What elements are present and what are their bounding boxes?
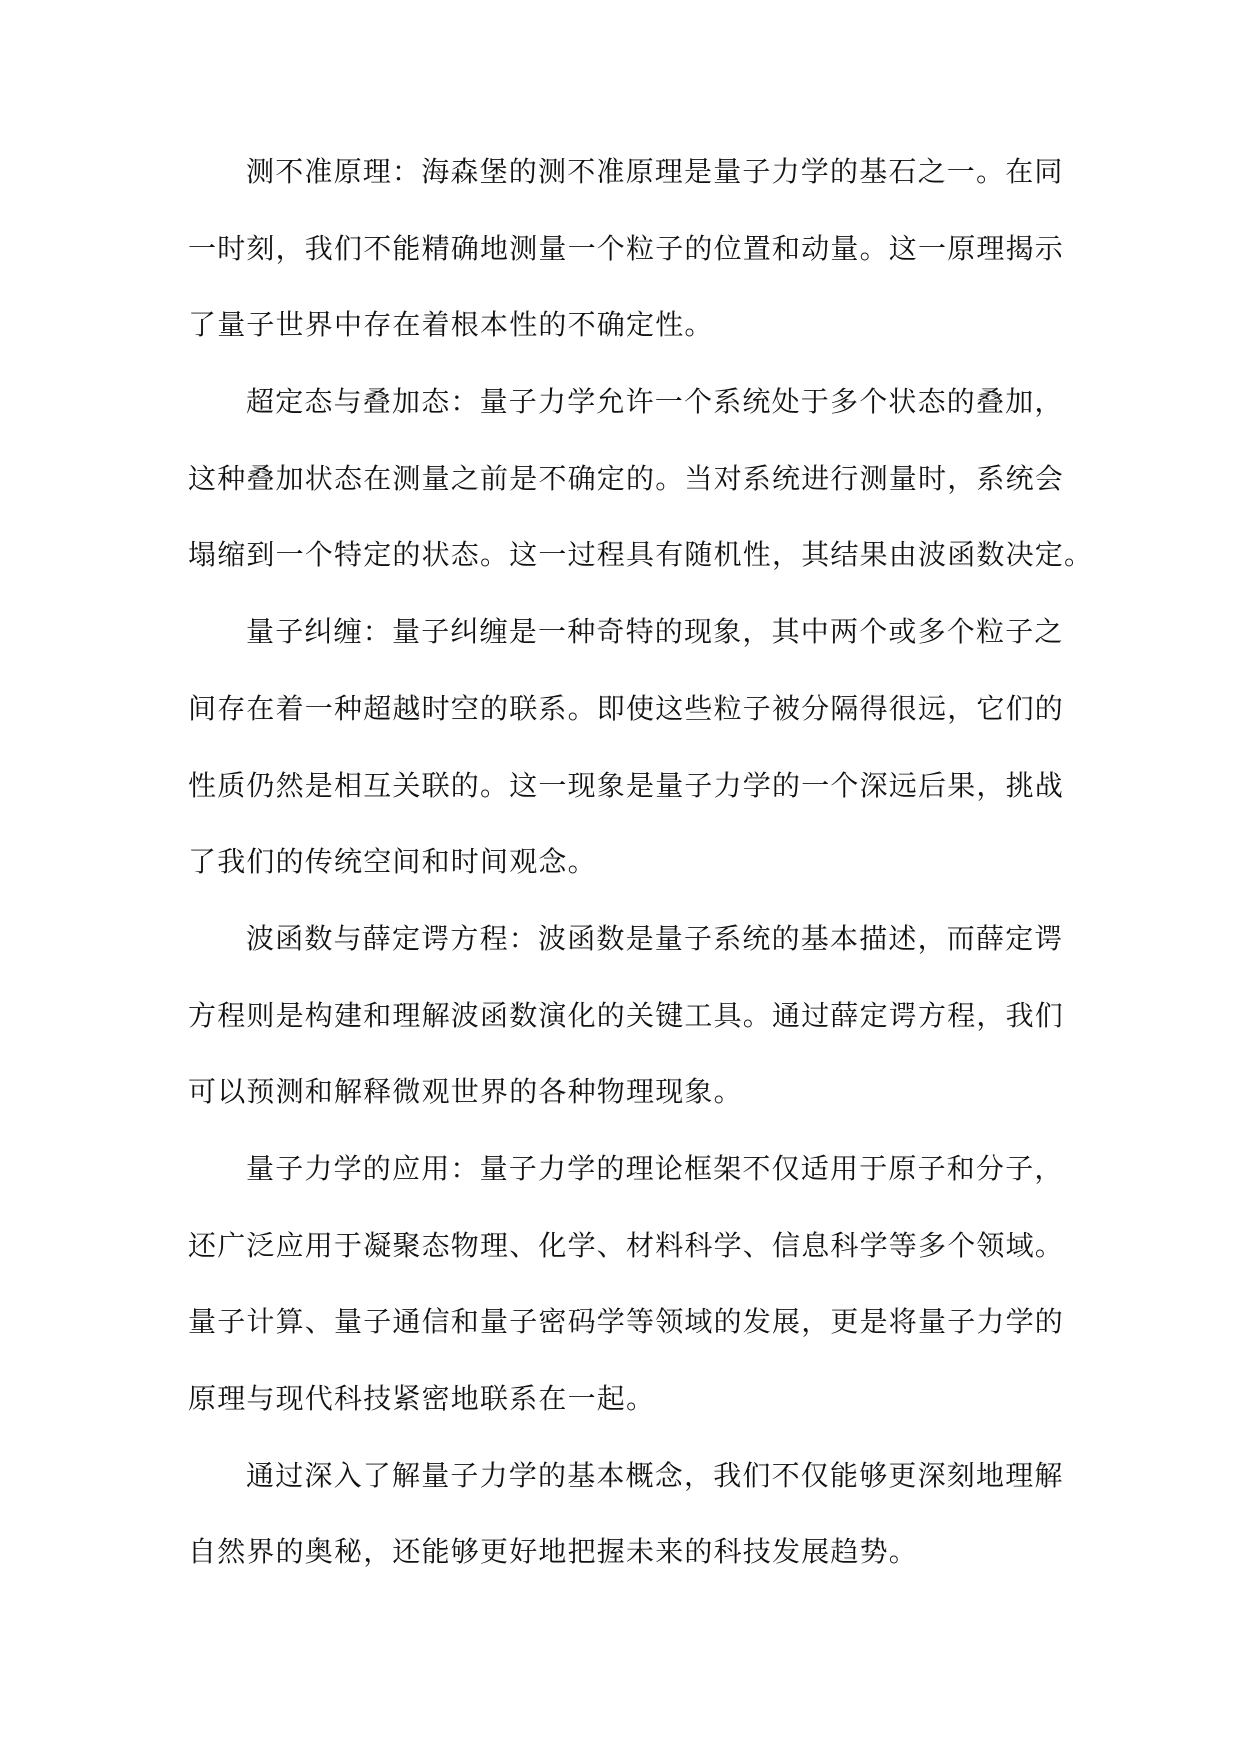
paragraph-applications (188, 1131, 1065, 1438)
paragraph-line: 性质仍然是相互关联的。这一现象是量子力学的一个深远后果，挑战 (188, 768, 1065, 802)
paragraph-line: 了量子世界中存在着根本性的不确定性。 (188, 308, 714, 342)
paragraph-uncertainty-principle (188, 134, 1065, 364)
document-body (188, 134, 1094, 1591)
paragraph-superposition (188, 364, 1094, 594)
paragraph-line: 可以预测和解释微观世界的各种物理现象。 (188, 1075, 743, 1109)
paragraph-line: 自然界的奥秘，还能够更好地把握未来的科技发展趋势。 (188, 1535, 919, 1569)
paragraph-line: 原理与现代科技紧密地联系在一起。 (188, 1382, 656, 1415)
paragraph-line: 量子纠缠：量子纠缠是一种奇特的现象，其中两个或多个粒子之 (246, 615, 1064, 649)
paragraph-line: 测不准原理：海森堡的测不准原理是量子力学的基石之一。在同 (246, 155, 1064, 188)
paragraph-line: 了我们的传统空间和时间观念。 (188, 845, 597, 879)
paragraph-line: 还广泛应用于凝聚态物理、化学、材料科学、信息科学等多个领域。 (188, 1228, 1065, 1262)
paragraph-line: 量子计算、量子通信和量子密码学等领域的发展，更是将量子力学的 (188, 1305, 1065, 1339)
paragraph-line: 一时刻，我们不能精确地测量一个粒子的位置和动量。这一原理揭示 (188, 231, 1065, 265)
paragraph-entanglement (188, 594, 1065, 901)
paragraph-line: 方程则是构建和理解波函数演化的关键工具。通过薛定谔方程，我们 (188, 998, 1065, 1032)
paragraph-wave-function (188, 901, 1065, 1131)
paragraph-line: 超定态与叠加态：量子力学允许一个系统处于多个状态的叠加， (246, 385, 1064, 419)
paragraph-line: 间存在着一种超越时空的联系。即使这些粒子被分隔得很远，它们的 (188, 691, 1065, 725)
paragraph-line: 波函数与薛定谔方程：波函数是量子系统的基本描述，而薛定谔 (246, 921, 1064, 955)
paragraph-line: 这种叠加状态在测量之前是不确定的。当对系统进行测量时，系统会 (188, 461, 1065, 495)
paragraph-conclusion (188, 1438, 1064, 1591)
paragraph-line: 通过深入了解量子力学的基本概念，我们不仅能够更深刻地理解 (246, 1458, 1064, 1492)
paragraph-line: 量子力学的应用：量子力学的理论框架不仅适用于原子和分子， (246, 1151, 1064, 1185)
paragraph-line: 塌缩到一个特定的状态。这一过程具有随机性，其结果由波函数决定。 (188, 538, 1094, 572)
